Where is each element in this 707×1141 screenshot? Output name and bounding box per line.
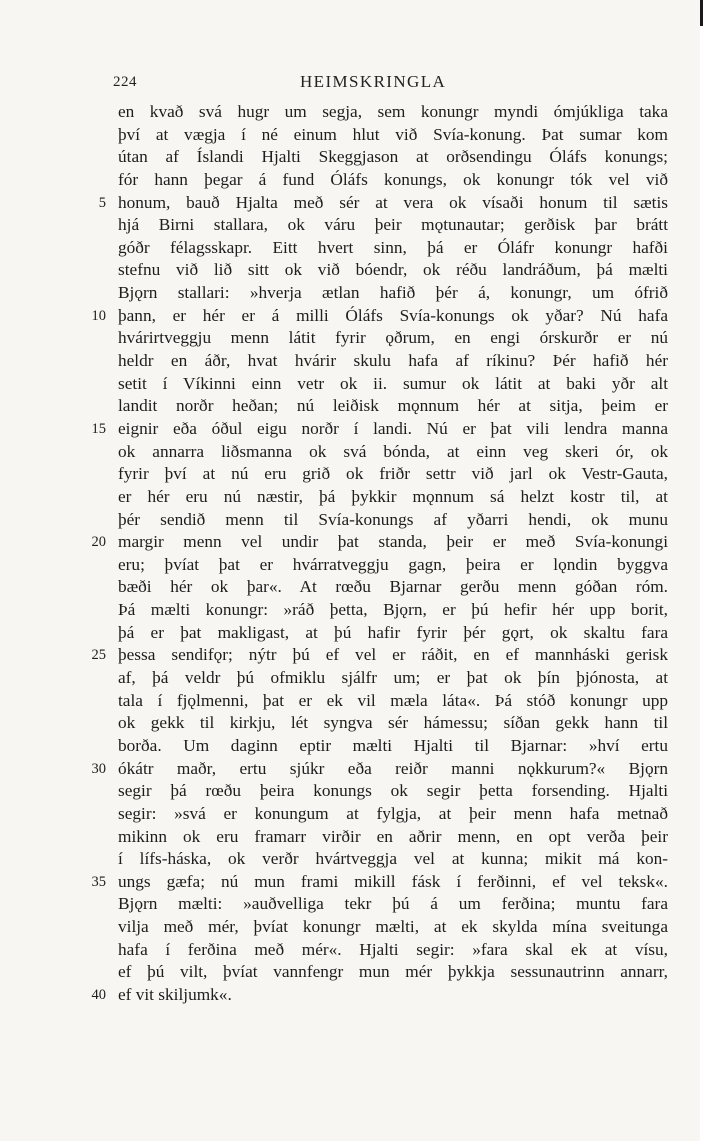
line-text: ok gekk til kirkju, lét syngva sér hámessu; síðan gekk hann til bbox=[118, 713, 668, 733]
text-line bbox=[91, 644, 668, 667]
text-line bbox=[118, 463, 668, 486]
text-line bbox=[91, 758, 668, 781]
line-text: hvárirtveggju menn látit fyrir ǫðrum, en engi órskurðr er nú bbox=[118, 328, 668, 348]
text-line bbox=[118, 576, 668, 599]
line-text: ungs gæfa; nú mun frami mikill fásk í ferðinni, ef vel teksk«. bbox=[118, 871, 668, 891]
text-line bbox=[118, 214, 668, 237]
running-title: HEIMSKRINGLA bbox=[300, 72, 447, 91]
line-text: ókátr maðr, ertu sjúkr eða reiðr manni nǫkkurum?« Bjǫrn bbox=[118, 758, 668, 778]
text-line bbox=[118, 803, 668, 826]
text-line bbox=[118, 146, 668, 169]
line-text: er hér eru nú næstir, þá þykkir mǫnnum sá helzt kostr til, at bbox=[118, 486, 668, 506]
text-line bbox=[118, 237, 668, 260]
text-line bbox=[91, 418, 668, 441]
text-line bbox=[118, 826, 668, 849]
text-line bbox=[118, 554, 668, 577]
line-text: ef þú vilt, þvíat vannfengr mun mér þykkja sessunautrinn annarr, bbox=[118, 962, 668, 982]
line-text: mikinn ok eru framarr virðir en aðrir menn, en opt verða þeir bbox=[118, 826, 668, 846]
text-line bbox=[118, 259, 668, 282]
text-line bbox=[118, 939, 668, 962]
line-number: 25 bbox=[91, 647, 106, 664]
text-line bbox=[118, 916, 668, 939]
text-line bbox=[118, 712, 668, 735]
text-line bbox=[118, 893, 668, 916]
scan-margin bbox=[700, 0, 707, 1141]
text-line bbox=[118, 124, 668, 147]
line-text: bæði hér ok þar«. At rœðu Bjarnar gerðu menn góðan róm. bbox=[118, 577, 668, 597]
text-line bbox=[118, 622, 668, 645]
line-text: ef vit skiljumk«. bbox=[118, 984, 232, 1004]
line-text: þann, er hér er á milli Óláfs Svía-konungs ok yðar? Nú hafa bbox=[118, 305, 668, 325]
line-text: segir: »svá er konungum at fylgja, at þeir menn hafa metnað bbox=[118, 803, 668, 823]
line-number: 5 bbox=[98, 194, 106, 211]
text-line bbox=[118, 961, 668, 984]
text-line bbox=[91, 984, 668, 1007]
line-text: landit norðr heðan; nú leiðisk mǫnnum hér at sitja, þeim er bbox=[118, 396, 668, 416]
line-text: hafa í ferðina með mér«. Hjalti segir: »fara skal ek at vísu, bbox=[118, 939, 668, 959]
line-text: því at vægja í né einum hlut við Svía-konung. Þat sumar kom bbox=[118, 124, 668, 144]
text-line bbox=[118, 350, 668, 373]
line-text: tala í fjǫlmenni, þat er ek vil mæla láta«. Þá stóð konungr upp bbox=[118, 690, 668, 710]
text-line bbox=[118, 441, 668, 464]
line-text: fór hann þegar á fund Óláfs konungs, ok konungr tók vel við bbox=[118, 169, 668, 189]
line-text: segir þá rœðu þeira konungs ok segir þetta forsending. Hjalti bbox=[118, 781, 668, 801]
body-text bbox=[91, 101, 668, 1007]
page-header bbox=[0, 70, 700, 94]
text-line bbox=[118, 373, 668, 396]
line-text: Bjǫrn stallari: »hverja ætlan hafið þér á, konungr, um ófrið bbox=[118, 283, 668, 303]
text-line bbox=[118, 690, 668, 713]
line-text: af, þá veldr þú ofmiklu sjálfr um; er þat ok þín þjónosta, at bbox=[118, 668, 668, 688]
text-line bbox=[118, 848, 668, 871]
text-line bbox=[91, 531, 668, 554]
text-line bbox=[91, 871, 668, 894]
text-line bbox=[118, 735, 668, 758]
line-text: eru; þvíat þat er hvárratveggju gagn, þeira er lǫndin byggva bbox=[118, 554, 668, 574]
line-text: Bjǫrn mælti: »auðvelliga tekr þú á um ferðina; muntu fara bbox=[118, 894, 668, 914]
line-text: en kvað svá hugr um segja, sem konungr myndi ómjúkliga taka bbox=[118, 102, 668, 121]
text-line bbox=[118, 486, 668, 509]
line-text: vilja með mér, þvíat konungr mælti, at ek skylda mína sveitunga bbox=[118, 917, 668, 937]
line-text: útan af Íslandi Hjalti Skeggjason at orðsendingu Óláfs konungs; bbox=[118, 147, 668, 167]
line-text: þessa sendifǫr; nýtr þú ef vel er ráðit, en ef mannháski gerisk bbox=[118, 645, 668, 665]
line-text: margir menn vel undir þat standa, þeir er með Svía-konungi bbox=[118, 532, 668, 552]
line-text: stefnu við lið sitt ok við bóendr, ok réðu landráðum, þá mælti bbox=[118, 260, 668, 280]
line-text: eignir eða óðul eigu norðr í landi. Nú er þat vili lendra manna bbox=[118, 418, 668, 438]
text-line bbox=[118, 599, 668, 622]
page-number: 224 bbox=[113, 74, 137, 90]
scan-edge-mark bbox=[700, 0, 703, 26]
line-number: 10 bbox=[91, 307, 106, 324]
text-line bbox=[98, 192, 668, 215]
text-line bbox=[118, 667, 668, 690]
line-text: borða. Um daginn eptir mælti Hjalti til Bjarnar: »hví ertu bbox=[118, 735, 668, 755]
line-text: þá er þat makligast, at þú hafir fyrir þér gǫrt, ok skaltu fara bbox=[118, 622, 668, 642]
line-text: heldr en áðr, hvat hvárir skulu hafa af ríkinu? Þér hafið hér bbox=[118, 351, 668, 371]
line-number: 15 bbox=[91, 420, 106, 437]
line-number: 20 bbox=[91, 534, 106, 551]
line-text: ok annarra liðsmanna ok svá bónda, at einn veg skeri ór, ok bbox=[118, 441, 668, 461]
text-line bbox=[118, 327, 668, 350]
line-text: hjá Birni stallara, ok váru þeir mǫtunautar; gerðisk þar brátt bbox=[118, 215, 668, 235]
text-line bbox=[118, 395, 668, 418]
text-line bbox=[118, 780, 668, 803]
line-text: góðr félagsskapr. Eitt hvert sinn, þá er Óláfr konungr hafði bbox=[118, 237, 668, 257]
line-text: fyrir því at nú eru grið ok friðr settr við jarl ok Vestr-Gauta, bbox=[118, 464, 668, 484]
line-text: setit í Víkinni einn vetr ok ii. sumur ok látit at baki yðr alt bbox=[118, 373, 668, 393]
line-text: í lífs-háska, ok verðr hvártveggja vel at kunna; mikit má kon- bbox=[118, 849, 668, 869]
line-number: 30 bbox=[91, 760, 106, 777]
text-line bbox=[118, 169, 668, 192]
line-text: Þá mælti konungr: »ráð þetta, Bjǫrn, er þú hefir hér upp borit, bbox=[118, 600, 668, 620]
line-number: 40 bbox=[91, 986, 106, 1003]
line-text: þér sendið menn til Svía-konungs af yðarri hendi, ok munu bbox=[118, 509, 668, 529]
text-line bbox=[118, 509, 668, 532]
line-text: honum, bauð Hjalta með sér at vera ok vísaði honum til sætis bbox=[118, 192, 668, 212]
text-line bbox=[118, 282, 668, 305]
text-line bbox=[118, 101, 668, 124]
line-number: 35 bbox=[91, 873, 106, 890]
text-line bbox=[91, 305, 668, 328]
